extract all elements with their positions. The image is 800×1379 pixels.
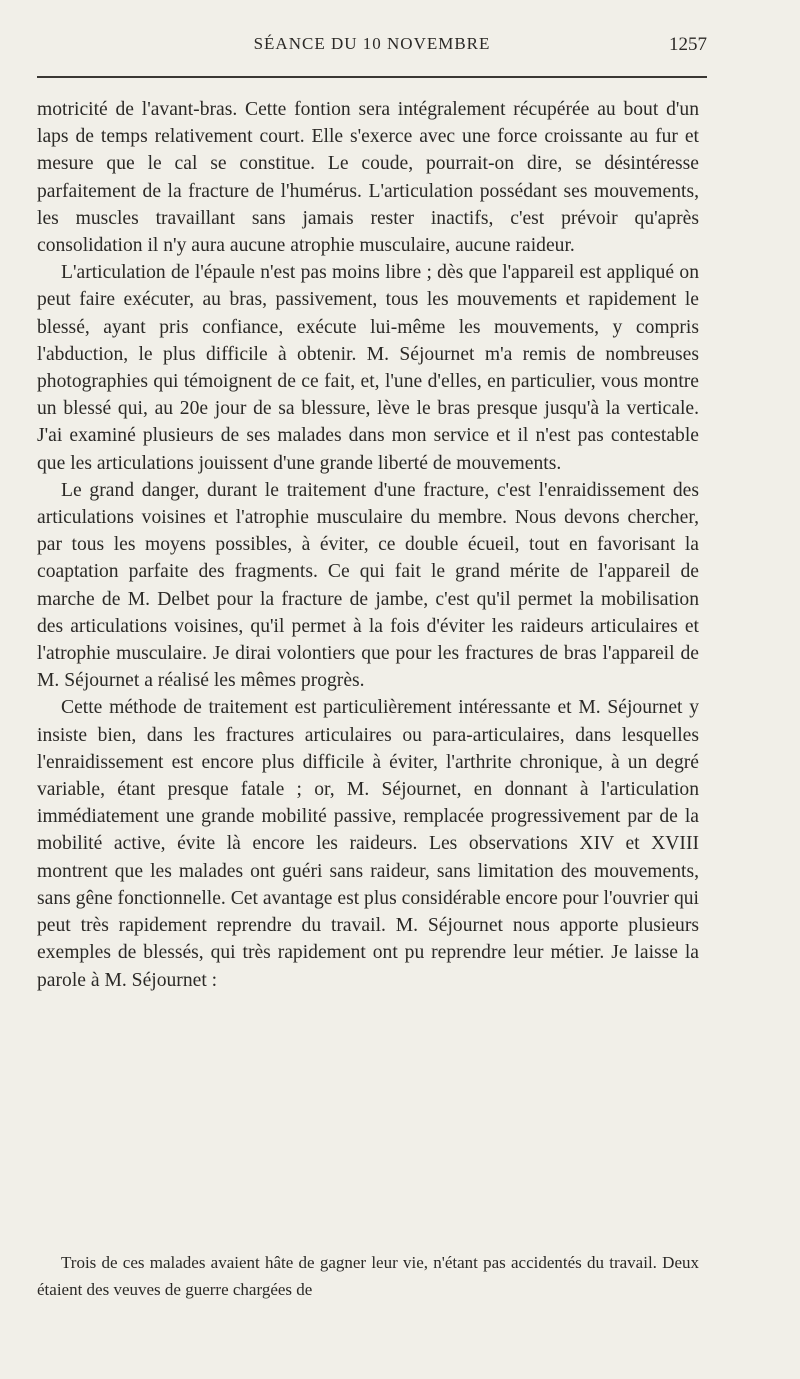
body-text: [37, 96, 699, 994]
paragraph: motricité de l'avant-bras. Cette fontion sera intégralement récupérée au bout d'un laps de temps relativement court. Elle s'exerce avec une force croissante au fur et mesure que le cal se constitue. Le coude, pourrait-on dire, se désintéresse parfaitement de la fracture de l'humérus. L'articulation possédant ses mouvements, les muscles travaillant sans jamais rester inactifs, c'est prévoir qu'après consolidation il n'y aura aucune atrophie musculaire, aucune raideur.: [37, 99, 699, 257]
quoted-paragraph: Trois de ces malades avaient hâte de gagner leur vie, n'étant pas accidentés du travail. Deux étaient des veuves de guerre chargées de: [37, 1253, 699, 1299]
running-head-title: SÉANCE DU 10 NOVEMBRE: [253, 34, 491, 53]
header-rule: [37, 76, 707, 78]
paragraph: Cette méthode de traitement est particulièrement intéressante et M. Séjournet y insiste bien, dans les fractures articulaires ou para-articulaires, dans lesquelles l'enraidissement est encore plus difficile à éviter, l'arthrite chronique, à un degré variable, étant presque fatale ; or, M. Séjournet, en donnant à l'articulation immédiatement une grande mobilité passive, remplacée progressivement par de la mobilité active, évite là encore les raideurs. Les observations XIV et XVIII montrent que les malades ont guéri sans raideur, sans limitation des mouvements, sans gêne fonctionnelle. Cet avantage est plus considérable encore pour l'ouvrier qui peut très rapidement reprendre du travail. M. Séjournet nous apporte plusieurs exemples de blessés, qui très rapidement ont pu reprendre leur métier. Je laisse la parole à M. Séjournet :: [37, 697, 699, 991]
page-number: 1257: [669, 34, 707, 55]
paragraph: L'articulation de l'épaule n'est pas moins libre ; dès que l'appareil est appliqué on peut faire exécuter, au bras, passivement, tous les mouvements et rapidement le blessé, ayant pris confiance, exécute lui-même les mouvements, y compris l'abduction, le plus difficile à obtenir. M. Séjournet m'a remis de nombreuses photographies qui témoignent de ce fait, et, l'une d'elles, en particulier, vous montre un blessé qui, au 20e jour de sa blessure, lève le bras presque jusqu'à la verticale. J'ai examiné plusieurs de ses malades dans mon service et il n'est pas contestable que les articulations jouissent d'une grande liberté de mouvements.: [37, 262, 699, 474]
running-head: [37, 34, 707, 64]
paragraph: Le grand danger, durant le traitement d'une fracture, c'est l'enraidissement des articulations voisines et l'atrophie musculaire du membre. Nous devons chercher, par tous les moyens possibles, à éviter, ce double écueil, tout en favorisant la coaptation parfaite des fragments. Ce qui fait le grand mérite de l'appareil de marche de M. Delbet pour la fracture de jambe, c'est qu'il permet la mobilisation des articulations voisines, qu'il permet à la fois d'éviter les raideurs articulaires et l'atrophie musculaire. Je dirai volontiers que pour les fractures de bras l'appareil de M. Séjournet a réalisé les mêmes progrès.: [37, 479, 699, 692]
